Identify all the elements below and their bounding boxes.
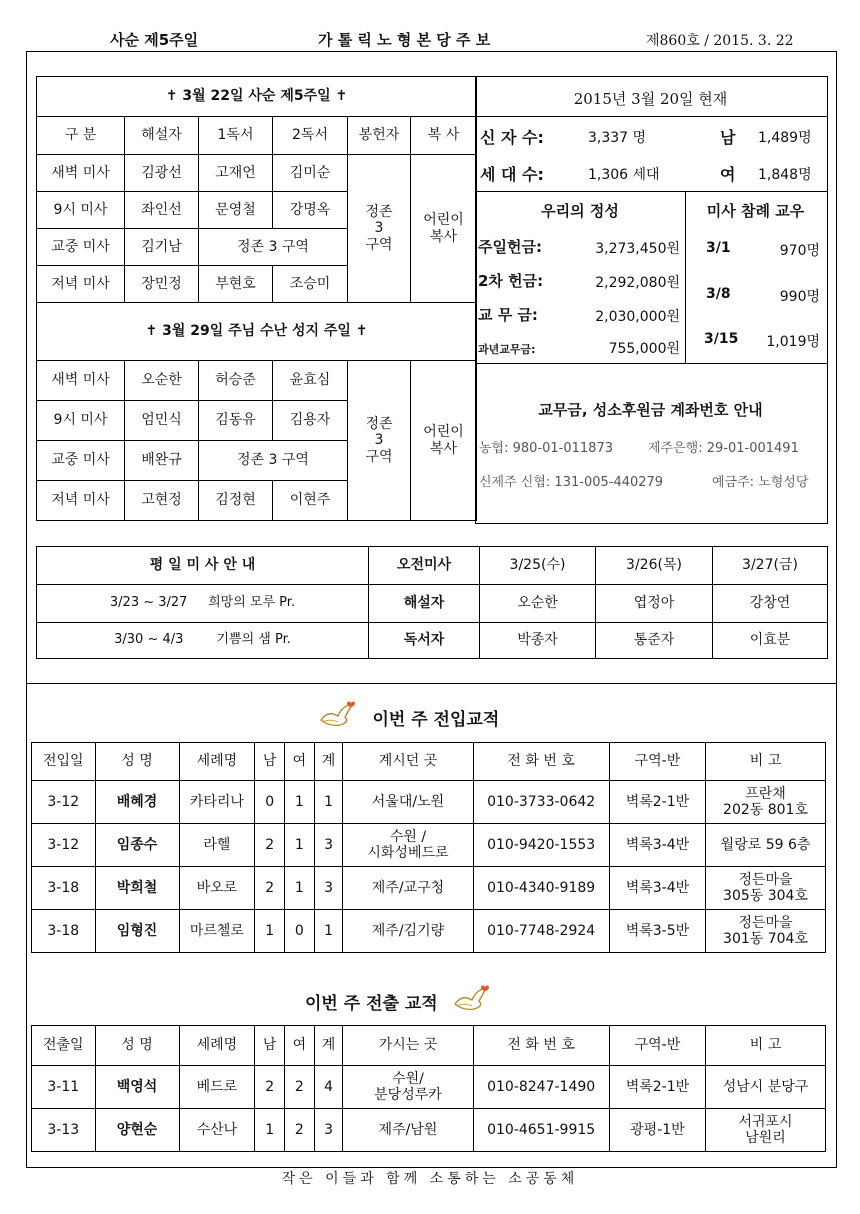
note: 서귀포시 남원리 [706, 1109, 826, 1152]
offertory-line: 정존 [365, 416, 393, 433]
reader1: 김정현 [199, 481, 273, 521]
col-header: 전입일 [32, 743, 96, 781]
reader1: 허승준 [199, 361, 273, 401]
role: 독서자 [369, 623, 480, 659]
offertory-line: 3 [374, 432, 384, 449]
believers-label: 신 자 수: [480, 128, 544, 147]
commentator: 김기남 [125, 229, 199, 266]
reader1: 문영철 [199, 192, 273, 229]
attendance-date: 3/15 [704, 331, 739, 347]
reader2: 강명옥 [273, 192, 348, 229]
commentator: 배완규 [125, 441, 199, 481]
female-count: 2 [285, 1109, 315, 1152]
account-line: 제주은행: 29-01-001491 [648, 441, 799, 456]
col-header: 2독서 [273, 117, 348, 155]
attendance-date: 3/1 [706, 240, 731, 256]
col-header: 세례명 [179, 1026, 255, 1066]
female-count: 1 [285, 867, 315, 910]
server-line: 복사 [429, 440, 458, 457]
col-header: 복 사 [411, 117, 477, 155]
weekday-table [36, 546, 828, 659]
dove-heart-icon [318, 700, 358, 734]
transfer-in-table [31, 742, 826, 953]
header-right: 제860호 / 2015. 3. 22 [646, 33, 794, 49]
offering-title: 우리의 정성 [541, 202, 619, 220]
female-count: 0 [285, 910, 315, 953]
col-header: 계시던 곳 [343, 743, 473, 781]
stats-title: 2015년 3월 20일 현재 [573, 90, 728, 108]
attendance-count: 970명 [779, 243, 820, 259]
transfer-in-title: 이번 주 전입교적 [372, 709, 500, 730]
col-header: 남 [255, 743, 285, 781]
week1-title: ✝ 3월 22일 사순 제5주일 ✝ [37, 77, 477, 117]
reader2: 김용자 [273, 401, 348, 441]
female-count: 1 [285, 824, 315, 867]
offering-label: 교 무 금: [478, 306, 538, 324]
female-count: 1 [285, 781, 315, 824]
section-divider [26, 683, 836, 684]
district: 광평-1반 [609, 1109, 705, 1152]
attendance-count: 990명 [779, 289, 820, 305]
note: 월랑로 59 6층 [706, 824, 826, 867]
col-header: 가시는 곳 [343, 1026, 473, 1066]
district: 벽록3-4반 [609, 867, 705, 910]
total-count: 3 [314, 1109, 343, 1152]
commentator: 엄민식 [125, 401, 199, 441]
reader1: 부현호 [199, 266, 273, 303]
table-row [32, 867, 826, 910]
table-row [32, 910, 826, 953]
col-header: 비 고 [706, 743, 826, 781]
divider [475, 191, 827, 192]
server-group [411, 361, 477, 521]
col-header: 남 [255, 1026, 285, 1066]
commentator: 김광선 [125, 155, 199, 192]
offering-value: 2,030,000원 [595, 309, 680, 325]
commentator: 오순한 [125, 361, 199, 401]
reader2: 이현주 [273, 481, 348, 521]
col-header: 전출일 [32, 1026, 96, 1066]
col-header: 해설자 [125, 117, 199, 155]
offering-label: 과년교무금: [478, 343, 536, 356]
person-name: 임형진 [95, 910, 179, 953]
mass-name: 새벽 미사 [37, 155, 125, 192]
person-name: 배혜경 [95, 781, 179, 824]
note: 정든마을 301동 704호 [706, 910, 826, 953]
district: 벽록2-1반 [609, 1066, 705, 1109]
accounts-title: 교무금, 성소후원금 계좌번호 안내 [538, 401, 763, 419]
transfer-out-heading [305, 984, 492, 1018]
morning-mass-label: 오전미사 [369, 547, 480, 585]
weekday-name: 통준자 [596, 623, 713, 659]
date: 3-13 [32, 1109, 96, 1152]
commentator: 좌인선 [125, 192, 199, 229]
person-name: 백영석 [95, 1066, 179, 1109]
reader1: 고재언 [199, 155, 273, 192]
phone: 010-4651-9915 [473, 1109, 609, 1152]
date: 3-12 [32, 824, 96, 867]
server-line: 복사 [429, 228, 458, 245]
col-header: 성 명 [95, 743, 179, 781]
offering-value: 755,000원 [608, 341, 680, 357]
weekday-name: 강창연 [713, 585, 828, 623]
weekday-date: 3/26(목) [596, 547, 713, 585]
weekday-date: 3/25(수) [480, 547, 596, 585]
col-header: 비 고 [706, 1026, 826, 1066]
total-count: 3 [314, 867, 343, 910]
offertory-line: 구역 [365, 236, 393, 253]
table-row [32, 1109, 826, 1152]
account-line: 농협: 980-01-011873 [479, 441, 613, 456]
offertory-line: 3 [374, 220, 384, 237]
note: 성남시 분당구 [706, 1066, 826, 1109]
reader2: 윤효심 [273, 361, 348, 401]
footer-slogan: 작은 이들과 함께 소통하는 소공동체 [281, 1171, 579, 1187]
believers-value: 3,337 명 [588, 130, 647, 146]
account-line: 예금주: 노형성당 [712, 475, 809, 490]
reader2: 조승미 [273, 266, 348, 303]
role: 해설자 [369, 585, 480, 623]
female-value: 1,848명 [758, 167, 812, 183]
female-count: 2 [285, 1066, 315, 1109]
offering-label: 2차 헌금: [478, 272, 544, 290]
weekday-name: 박종자 [480, 623, 596, 659]
col-header: 계 [314, 1026, 343, 1066]
phone: 010-8247-1490 [473, 1066, 609, 1109]
mass-name: 교중 미사 [37, 229, 125, 266]
total-count: 1 [314, 910, 343, 953]
table-row [32, 781, 826, 824]
col-header: 구역-반 [609, 743, 705, 781]
header-center: 가 톨 릭 노 형 본 당 주 보 [318, 31, 491, 49]
col-header: 1독서 [199, 117, 273, 155]
header-left: 사순 제5주일 [110, 31, 199, 49]
col-header: 봉헌자 [348, 117, 411, 155]
commentator: 고현정 [125, 481, 199, 521]
mass-name: 교중 미사 [37, 441, 125, 481]
col-header: 세례명 [179, 743, 255, 781]
reader1: 김동유 [199, 401, 273, 441]
weekday-name: 이효분 [713, 623, 828, 659]
commentator: 장민정 [125, 266, 199, 303]
offertory-line: 구역 [365, 448, 393, 465]
mass-name: 저녁 미사 [37, 481, 125, 521]
period: 3/23 ~ 3/27 [109, 595, 188, 611]
mass-name: 9시 미사 [37, 401, 125, 441]
households-label: 세 대 수: [480, 165, 544, 184]
male-count: 2 [255, 867, 285, 910]
table-row [32, 824, 826, 867]
praesidium: 희망의 모루 Pr. [208, 595, 296, 611]
phone: 010-9420-1553 [473, 824, 609, 867]
col-header: 성 명 [95, 1026, 179, 1066]
attendance-title: 미사 참례 교우 [706, 202, 805, 220]
col-header: 여 [285, 1026, 315, 1066]
transfer-out-title: 이번 주 전출 교적 [305, 993, 438, 1014]
col-header: 구역-반 [609, 1026, 705, 1066]
person-name: 임종수 [95, 824, 179, 867]
location: 제주/교구청 [343, 867, 473, 910]
weekday-name: 오순한 [480, 585, 596, 623]
baptismal-name: 라헬 [179, 824, 255, 867]
server-line: 어린이 [423, 424, 464, 441]
baptismal-name: 바오로 [179, 867, 255, 910]
person-name: 박희철 [95, 867, 179, 910]
dove-heart-icon [452, 984, 492, 1018]
col-header: 전 화 번 호 [473, 1026, 609, 1066]
male-count: 2 [255, 824, 285, 867]
readers-merged: 정존 3 구역 [199, 229, 348, 266]
offering-label: 주일헌금: [478, 238, 542, 256]
location: 제주/김기량 [343, 910, 473, 953]
offertory-line: 정존 [365, 204, 393, 221]
location: 수원/ 분당성루카 [343, 1066, 473, 1109]
offertory-group [348, 155, 411, 303]
mass-name: 저녁 미사 [37, 266, 125, 303]
mass-name: 새벽 미사 [37, 361, 125, 401]
offering-value: 2,292,080원 [595, 275, 680, 291]
weekday-date: 3/27(금) [713, 547, 828, 585]
date: 3-18 [32, 867, 96, 910]
divider [475, 363, 827, 364]
male-value: 1,489명 [758, 130, 812, 146]
divider [475, 116, 827, 117]
total-count: 3 [314, 824, 343, 867]
phone: 010-4340-9189 [473, 867, 609, 910]
person-name: 양현순 [95, 1109, 179, 1152]
server-line: 어린이 [423, 212, 464, 229]
district: 벽록3-4반 [609, 824, 705, 867]
location: 서울대/노원 [343, 781, 473, 824]
female-label: 여 [720, 165, 736, 184]
baptismal-name: 수산나 [179, 1109, 255, 1152]
period: 3/30 ~ 4/3 [114, 632, 184, 648]
offertory-group [348, 361, 411, 521]
male-count: 0 [255, 781, 285, 824]
date: 3-12 [32, 781, 96, 824]
table-row [32, 1066, 826, 1109]
reader2: 김미순 [273, 155, 348, 192]
col-header: 전 화 번 호 [473, 743, 609, 781]
phone: 010-7748-2924 [473, 910, 609, 953]
baptismal-name: 카타리나 [179, 781, 255, 824]
baptismal-name: 마르첼로 [179, 910, 255, 953]
attendance-date: 3/8 [706, 286, 731, 302]
total-count: 1 [314, 781, 343, 824]
male-label: 남 [720, 128, 736, 147]
col-header: 계 [314, 743, 343, 781]
district: 벽록2-1반 [609, 781, 705, 824]
attendance-count: 1,019명 [766, 334, 820, 350]
male-count: 1 [255, 1109, 285, 1152]
praesidium: 기쁨의 샘 Pr. [216, 632, 291, 648]
male-count: 1 [255, 910, 285, 953]
transfer-out-table [31, 1025, 826, 1152]
col-header: 여 [285, 743, 315, 781]
offering-value: 3,273,450원 [595, 241, 680, 257]
week2-title: ✝ 3월 29일 주님 수난 성지 주일 ✝ [37, 303, 477, 361]
transfer-in-heading [318, 700, 499, 734]
readers-merged: 정존 3 구역 [199, 441, 348, 481]
note: 프란채 202동 801호 [706, 781, 826, 824]
weekday-title: 평 일 미 사 안 내 [37, 547, 369, 585]
account-line: 신제주 신협: 131-005-440279 [479, 475, 664, 490]
households-value: 1,306 세대 [588, 167, 660, 183]
location: 수원 / 시화성베드로 [343, 824, 473, 867]
phone: 010-3733-0642 [473, 781, 609, 824]
weekday-name: 엽정아 [596, 585, 713, 623]
baptismal-name: 베드로 [179, 1066, 255, 1109]
date: 3-18 [32, 910, 96, 953]
male-count: 2 [255, 1066, 285, 1109]
location: 제주/남원 [343, 1109, 473, 1152]
mass-name: 9시 미사 [37, 192, 125, 229]
roster-table [36, 76, 477, 521]
server-group [411, 155, 477, 303]
date: 3-11 [32, 1066, 96, 1109]
note: 정든마을 305동 304호 [706, 867, 826, 910]
col-header: 구 분 [37, 117, 125, 155]
total-count: 4 [314, 1066, 343, 1109]
district: 벽록3-5반 [609, 910, 705, 953]
